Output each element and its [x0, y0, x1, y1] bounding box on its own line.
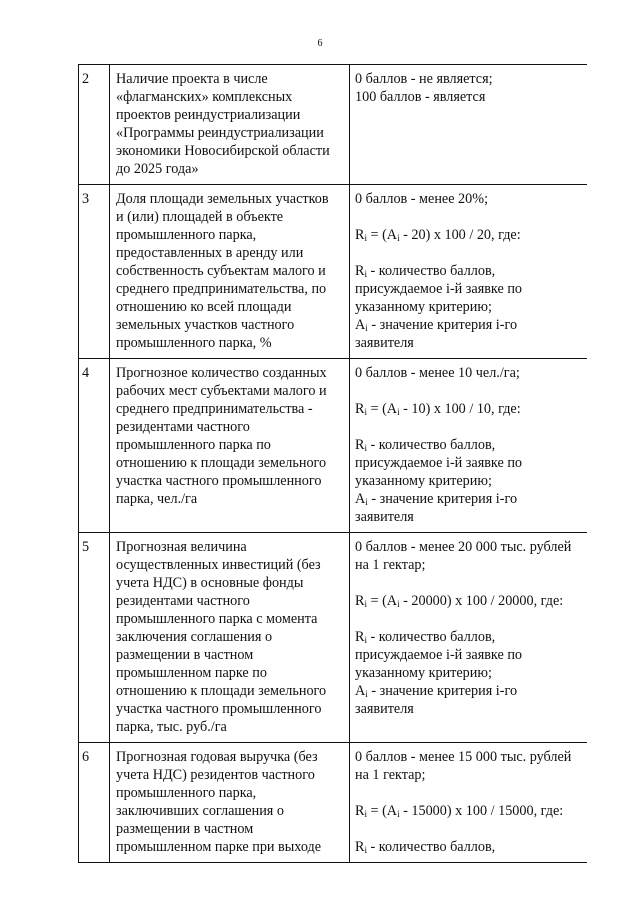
- score-formula: $R_i = (A_i - 10)$ x 100 / 10, где:: [355, 401, 521, 417]
- score-definition-a: $A_i$ - значение критерия i-го: [355, 317, 518, 333]
- score-threshold: на 1 гектар;: [355, 557, 426, 573]
- score-threshold: 0 баллов - менее 20%;: [355, 191, 489, 207]
- score-definition-a: $A_i$ - значение критерия i-го: [355, 491, 518, 507]
- score-definition-r: присуждаемое i-й заявке по: [355, 455, 523, 471]
- criterion-line: отношению к площади земельного: [116, 455, 327, 471]
- criterion-line: резидентами частного: [116, 419, 250, 435]
- table-row: [79, 359, 588, 533]
- criterion-line: земельных участков частного: [116, 317, 295, 333]
- score-definition-r: $R_i$ - количество баллов,: [355, 263, 496, 279]
- score-cell: [350, 185, 588, 359]
- score-definition-a: заявителя: [355, 335, 414, 351]
- criterion-line: промышленного парка по: [116, 437, 271, 453]
- score-definition-r: $R_i$ - количество баллов,: [355, 629, 496, 645]
- score-formula: $R_i = (A_i - 20)$ x 100 / 20, где:: [355, 227, 521, 243]
- criterion-line: Прогнозная годовая выручка (без: [116, 749, 318, 765]
- score-formula: $R_i = (A_i - 15000)$ x 100 / 15000, где:: [355, 803, 564, 819]
- row-number: 4: [79, 359, 110, 533]
- score-definition-a: $A_i$ - значение критерия i-го: [355, 683, 518, 699]
- score-definition-r: присуждаемое i-й заявке по: [355, 281, 523, 297]
- criterion-line: промышленного парка с момента: [116, 611, 318, 627]
- score-threshold: 0 баллов - менее 10 чел./га;: [355, 365, 520, 381]
- spacer: [355, 610, 584, 628]
- criterion-line: резидентами частного: [116, 593, 250, 609]
- score-threshold: 100 баллов - является: [355, 89, 486, 105]
- score-definition-r: присуждаемое i-й заявке по: [355, 647, 523, 663]
- row-number: 2: [79, 65, 110, 185]
- criterion-line: участка частного промышленного: [116, 701, 322, 717]
- row-number: 5: [79, 533, 110, 743]
- criterion-line: и (или) площадей в объекте: [116, 209, 284, 225]
- criterion-line: проектов реиндустриализации: [116, 107, 301, 123]
- spacer: [355, 418, 584, 436]
- criterion-line: размещении в частном: [116, 821, 254, 837]
- criterion-cell: [110, 743, 350, 863]
- criterion-line: отношению к площади земельного: [116, 683, 327, 699]
- spacer: [355, 820, 584, 838]
- spacer: [355, 244, 584, 262]
- table-row: [79, 65, 588, 185]
- score-threshold: на 1 гектар;: [355, 767, 426, 783]
- criterion-line: осуществленных инвестиций (без: [116, 557, 321, 573]
- criterion-line: промышленного парка, %: [116, 335, 272, 351]
- criterion-line: учета НДС) в основные фонды: [116, 575, 304, 591]
- score-threshold: 0 баллов - не является;: [355, 71, 493, 87]
- criterion-line: промышленном парке по: [116, 665, 267, 681]
- score-definition-r: указанному критерию;: [355, 665, 492, 681]
- criterion-line: собственность субъектам малого и: [116, 263, 326, 279]
- score-cell: [350, 359, 588, 533]
- score-cell: [350, 65, 588, 185]
- criterion-line: Прогнозное количество созданных: [116, 365, 327, 381]
- criterion-line: промышленного парка,: [116, 227, 257, 243]
- criterion-line: промышленном парке при выходе: [116, 839, 322, 855]
- row-number: 3: [79, 185, 110, 359]
- criterion-line: «Программы реиндустриализации: [116, 125, 324, 141]
- score-definition-r: $R_i$ - количество баллов,: [355, 839, 496, 855]
- score-cell: [350, 743, 588, 863]
- criterion-line: среднего предпринимательства, по: [116, 281, 327, 297]
- spacer: [355, 784, 584, 802]
- criterion-line: экономики Новосибирской области: [116, 143, 330, 159]
- score-definition-a: заявителя: [355, 701, 414, 717]
- criterion-line: Доля площади земельных участков: [116, 191, 329, 207]
- table-row: [79, 533, 588, 743]
- criterion-line: парка, тыс. руб./га: [116, 719, 227, 735]
- criterion-line: среднего предпринимательства -: [116, 401, 313, 417]
- score-definition-a: заявителя: [355, 509, 414, 525]
- score-definition-r: $R_i$ - количество баллов,: [355, 437, 496, 453]
- score-threshold: 0 баллов - менее 15 000 тыс. рублей: [355, 749, 572, 765]
- criterion-line: участка частного промышленного: [116, 473, 322, 489]
- table-row: [79, 743, 588, 863]
- spacer: [355, 208, 584, 226]
- criterion-line: парка, чел./га: [116, 491, 198, 507]
- criterion-line: до 2025 года»: [116, 161, 199, 177]
- criterion-cell: [110, 533, 350, 743]
- criterion-cell: [110, 65, 350, 185]
- table-row: [79, 185, 588, 359]
- criteria-table: [78, 64, 587, 863]
- spacer: [355, 382, 584, 400]
- criterion-line: отношению ко всей площади: [116, 299, 292, 315]
- criterion-line: рабочих мест субъектами малого и: [116, 383, 327, 399]
- criterion-line: учета НДС) резидентов частного: [116, 767, 315, 783]
- score-formula: $R_i = (A_i - 20000)$ x 100 / 20000, где:: [355, 593, 564, 609]
- criterion-line: промышленного парка,: [116, 785, 257, 801]
- criterion-cell: [110, 359, 350, 533]
- score-definition-r: указанному критерию;: [355, 473, 492, 489]
- score-threshold: 0 баллов - менее 20 000 тыс. рублей: [355, 539, 572, 555]
- criteria-table-wrapper: [78, 64, 587, 905]
- criterion-line: заключивших соглашения о: [116, 803, 284, 819]
- criterion-line: размещении в частном: [116, 647, 254, 663]
- criterion-line: «флагманских» комплексных: [116, 89, 293, 105]
- criterion-line: заключения соглашения о: [116, 629, 273, 645]
- row-number: 6: [79, 743, 110, 863]
- criterion-cell: [110, 185, 350, 359]
- criterion-line: Наличие проекта в числе: [116, 71, 268, 87]
- page-number: 6: [317, 38, 323, 49]
- criterion-line: Прогнозная величина: [116, 539, 247, 555]
- criterion-line: предоставленных в аренду или: [116, 245, 304, 261]
- score-cell: [350, 533, 588, 743]
- score-definition-r: указанному критерию;: [355, 299, 492, 315]
- spacer: [355, 574, 584, 592]
